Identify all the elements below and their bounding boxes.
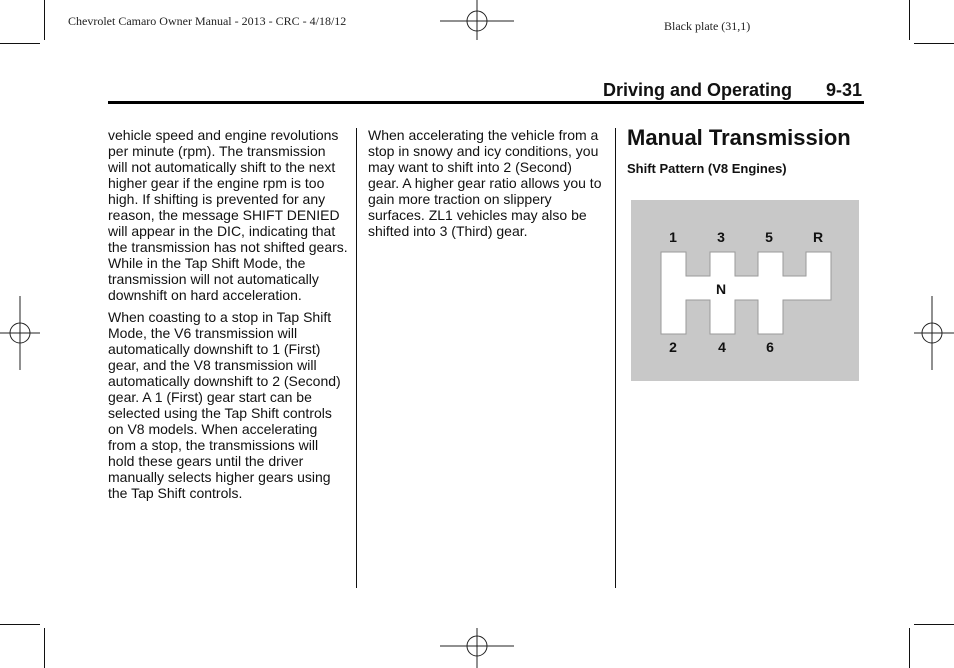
crop-mark — [44, 628, 45, 668]
gear-label-5: 5 — [765, 229, 773, 245]
gear-label-n: N — [715, 281, 727, 297]
page-number: 9-31 — [826, 80, 863, 100]
registration-mark-left — [0, 296, 40, 372]
section-title: Driving and Operating — [603, 80, 793, 100]
crop-mark — [909, 628, 910, 668]
registration-mark-bottom — [440, 628, 516, 668]
subheading-shift-pattern: Shift Pattern (V8 Engines) — [627, 161, 787, 176]
print-header-left: Chevrolet Camaro Owner Manual - 2013 - CRC - 4/18/12 — [68, 14, 347, 28]
heading-manual-transmission: Manual Transmission — [627, 125, 851, 150]
column-1 — [108, 127, 348, 507]
header-rule — [108, 101, 864, 104]
gear-label-4: 4 — [718, 339, 726, 355]
gear-label-6: 6 — [766, 339, 774, 355]
registration-mark-right — [914, 296, 954, 372]
paragraph: vehicle speed and engine revolutions per minute (rpm). The transmission will not automatically shift to the next higher gear if the engine rpm is too high. If shifting is prevented for any reason, the message SHIFT DENIED will appear in the DIC, indicating that the transmission has not shifted gears. While in the Tap Shift Mode, the transmission will not automatically downshift on hard acceleration. — [108, 127, 348, 303]
gear-label-3: 3 — [717, 229, 725, 245]
crop-mark — [909, 0, 910, 40]
gear-label-1: 1 — [669, 229, 677, 245]
crop-mark — [0, 624, 40, 625]
paragraph: When accelerating the vehicle from a stop in snowy and icy conditions, you may want to shift into 2 (Second) gear. A higher gear ratio allows you to gain more traction on slippery surfaces. ZL1 vehicles may also be shifted into 3 (Third) gear. — [368, 127, 602, 239]
column-divider — [615, 128, 616, 588]
column-divider — [356, 128, 357, 588]
paragraph: When coasting to a stop in Tap Shift Mode, the V6 transmission will automatically downshift to 1 (First) gear, and the V8 transmission will automatically downshift to 2 (Second) gear. A 1 (First) gear start can be selected using the Tap Shift controls on V8 models. When accelerating from a stop, the transmissions will hold these gears until the driver manually selects higher gears using the Tap Shift controls. — [108, 309, 341, 501]
print-header-right: Black plate (31,1) — [664, 19, 751, 33]
registration-mark-top — [440, 0, 516, 40]
crop-mark — [914, 43, 954, 44]
crop-mark — [44, 0, 45, 40]
gear-label-2: 2 — [669, 339, 677, 355]
gear-label-r: R — [812, 229, 824, 245]
crop-mark — [0, 43, 40, 44]
shift-pattern-diagram — [631, 200, 859, 381]
column-2 — [368, 127, 604, 245]
crop-mark — [914, 624, 954, 625]
